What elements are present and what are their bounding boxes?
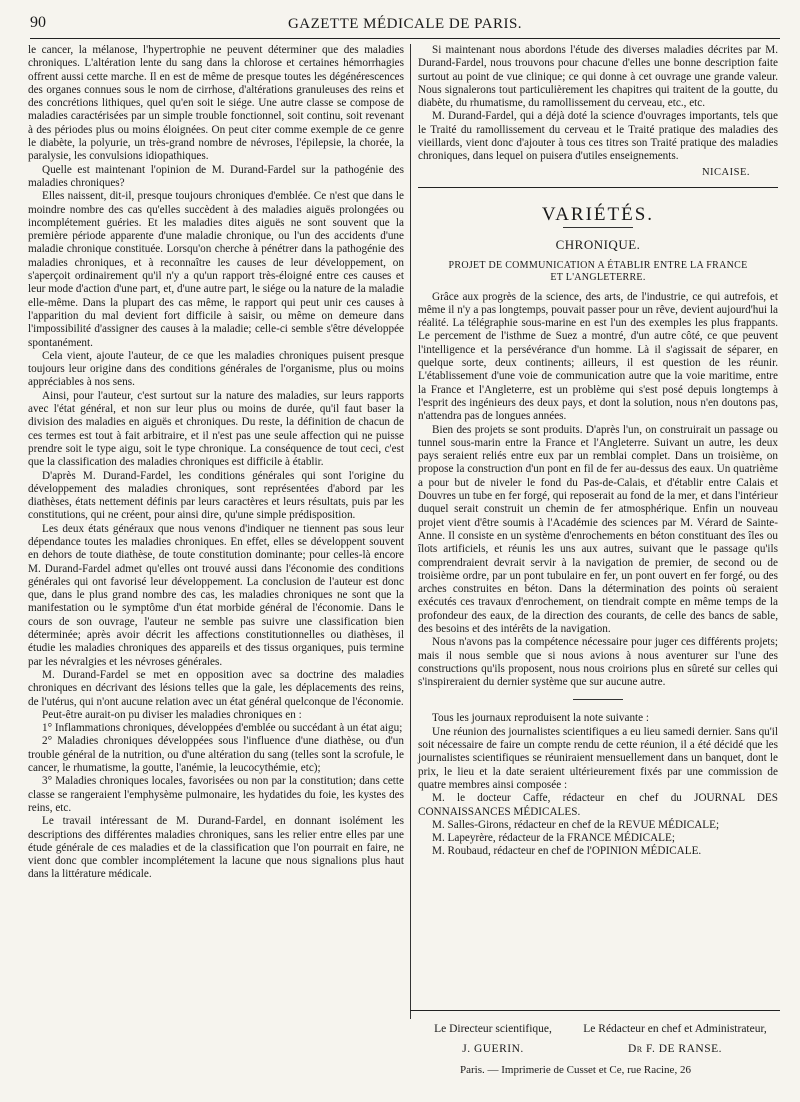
paragraph: Cela vient, ajoute l'auteur, de ce que les maladies chroniques puisent presque toujours leur origine dans des conditions générales de l'organisme, plus ou moins appréciables à nos sens.: [28, 349, 404, 389]
article-title: [418, 260, 778, 285]
editor-label: Le Rédacteur en chef et Administrateur,: [583, 1023, 767, 1035]
paragraph: Quelle est maintenant l'opinion de M. Durand-Fardel sur la pathogénie des maladies chroniques?: [28, 163, 404, 189]
author-signature: NICAISE.: [701, 166, 750, 178]
paragraph: Tous les journaux reproduisent la note suivante :: [432, 712, 650, 725]
editor-block: [570, 1019, 780, 1059]
editor-name: Dr F. DE RANSE.: [627, 1043, 723, 1055]
paragraph: M. Durand-Fardel se met en opposition avec sa doctrine des maladies chroniques en décrivant des lésions telles que la gale, les déplacements des reins, de l'utérus, qui n'ont aucune relation avec un état général quelconque de l'économie.: [28, 668, 404, 708]
list-item: 2° Maladies chroniques développées sous l'influence d'une diathèse, ou d'un trouble général de la nutrition, ou d'une altération du sang (telles sont la scrofule, le cancer, le rhumatisme, la goutte, l'anémie, la leucocythémie, etc);: [28, 735, 404, 775]
list-item: M. le docteur Caffe, rédacteur en chef du JOURNAL DES CONNAISSANCES MÉDICALES.: [418, 792, 778, 818]
list-item: M. Roubaud, rédacteur en chef de l'OPINION MÉDICALE.: [432, 845, 702, 858]
journal-title: GAZETTE MÉDICALE DE PARIS.: [287, 16, 523, 32]
right-column: [418, 44, 778, 859]
paragraph: Nous n'avons pas la compétence nécessaire pour juger ces différents projets; mais il nous semble que si nous avions à nous aventurer sur l'une des constructions qu'ils proposent, nous nous croirions plus en sûreté sur celles qui s'inspireraient du dernier système que sur aucune autre.: [418, 636, 778, 689]
paragraph: Bien des projets se sont produits. D'après l'un, on construirait un passage ou tunnel sous-marin entre la France et l'Angleterre. Suivant un autre, les deux pays seraient reliés entre eux par un remblai complet. Dans un troisième, on propose la construction d'un pont en fil de fer au-dessus des eaux. Un quatrième a pour but de niveler le fond du Pas-de-Calais, et d'établir entre Calais et Douvres un tube en fer forgé, qui reposerait au fond de la mer, et dans l'intérieur duquel serait construit un chemin de fer atmosphérique. Enfin un nouveau projet vient d'être soumis à l'Académie des sciences par M. Vérard de Sainte-Anne. Il consiste en un système d'enrochements en béton constituant des îles ou îlots artificiels, et réunis les uns aux autres, suivant que le passage qu'ils comprendraient devrait servir à la navigation de premier, de second ou de troisième ordre, par un pont tubulaire en fer, un pont ouvert en fer forgé, ou des arches construites en béton. Dans la détermination des points où seraient exécutés ces travaux d'enrochement, on tiendrait compte en même temps de la profondeur des eaux, de la direction des courants, de celle des bancs de sable, des besoins et des intérêts de la navigation.: [418, 423, 778, 635]
left-column: [28, 44, 404, 1064]
paragraph: Le travail intéressant de M. Durand-Fardel, en donnant isolément les descriptions des différentes maladies chroniques, sans les relier entre elles par une étude générale de ces maladies et de la classification que l'on pourrait en faire, ne vient donc que combler incomplétement la lacune que nous signalions plus haut dans la littérature médicale.: [28, 815, 404, 881]
section-title-chronique: CHRONIQUE.: [555, 237, 641, 253]
list-item: 1° Inflammations chroniques, développées d'emblée ou succédant à un état aigu;: [42, 722, 403, 735]
paragraph: Ainsi, pour l'auteur, c'est surtout sur la nature des maladies, sur leurs rapports avec l'état général, et non sur leur plus ou moins de durée, qu'il faut baser la division des maladies en aiguës et chroniques. Du reste, la définition de chacun de ces termes est tout à fait arbitraire, et il n'est pas une seule affection qui ne puisse prendre soit le type aigu, soit le type chronique. La conséquence de tout ceci, c'est que la classification des maladies chroniques est difficile à établir.: [28, 389, 404, 469]
article-title-line: PROJET DE COMMUNICATION A ÉTABLIR ENTRE LA FRANCE: [448, 259, 748, 271]
list-item: M. Lapeyrère, rédacteur de la FRANCE MÉDICALE;: [432, 832, 675, 845]
page-header: [30, 12, 780, 39]
director-label: Le Directeur scientifique,: [434, 1023, 552, 1035]
paragraph: D'après M. Durand-Fardel, les conditions générales qui sont l'origine du développement des maladies chroniques, sont représentées d'abord par les diathèses, états nettement définis par leurs caractères et leurs résultats, puis par les constitutions, qui ne créent, pour ainsi dire, qu'une simple prédisposition.: [28, 469, 404, 522]
list-item: 3° Maladies chroniques locales, favorisées ou non par la constitution; dans cette classe se rangeraient l'emphysème pulmonaire, les hydatides du foie, les kystes des reins, etc.: [28, 775, 404, 814]
editorial-footer: [410, 1010, 780, 1055]
paragraph: Elles naissent, dit-il, presque toujours chroniques d'emblée. Ce n'est que dans le moindre nombre des cas qu'elles succèdent à des maladies aiguës prolongées ou incomplétement guéries. Et les maladies dites aiguës ne sont souvent que la première période apparente d'une maladie chronique, ou l'un des accidents d'une maladie chronique constituée. Lorsqu'on cherche à pénétrer dans la pathogénie des maladies chroniques, et à reconnaître les causes de leur développement, on s'aperçoit ordinairement qu'il n'y a qu'un rapport très-éloigné entre ces causes et leur mode d'action d'une part, et, d'une autre part, le siége ou la nature de la maladie elle-même. Dans la plupart des cas même, le rapport qui peut unir ces causes à l'apparition du mal devient fort difficile à saisir, ou même on demeure dans l'impossibilité d'assigner des causes à la maladie; celle-ci semble s'être développée spontanément.: [28, 190, 404, 349]
director-block: [418, 1019, 568, 1059]
section-rule: [418, 187, 778, 188]
paragraph: Si maintenant nous abordons l'étude des diverses maladies décrites par M. Durand-Fardel, nous trouvons pour chacune d'elles une bonne description faite surtout au point de vue clinique; ce qui donne à cet ouvrage une grande valeur. Nous signalerons tout particulièrement les chapitres qui traitent de la goutte, du diabète, du rhumatisme, du ramollissement du cerveau, etc., etc.: [418, 44, 778, 110]
paragraph: M. Durand-Fardel, qui a déjà doté la science d'ouvrages importants, tels que le Traité du ramollissement du cerveau et le Traité pratique des maladies des vieillards, vient donc d'ajouter à tous ces titres son Traité pratique des maladies chroniques, dans lequel on puisera d'utiles enseignements.: [418, 110, 778, 163]
section-title-varietes: VARIÉTÉS.: [541, 203, 655, 225]
printer-line: Paris. — Imprimerie de Cusset et Ce, rue Racine, 26: [460, 1064, 691, 1076]
paragraph: Grâce aux progrès de la science, des arts, de l'industrie, ce qui autrefois, et même il n'y a pas longtemps, pouvait passer pour un rêve, devient aujourd'hui la réalité. La télégraphie sous-marine en est l'un des exemples les plus frappants. Le percement de l'isthme de Suez a montré, d'un autre côté, ce que peuvent l'intelligence et la persévérance d'un homme. Là il s'agissait de séparer, en quelque sorte, deux continents; ailleurs, il est question de les réunir. L'établissement d'une voie de communication autre que la voie maritime, entre la France et l'Angleterre, est un problème qui s'est posé depuis longtemps à l'esprit des ingénieurs des deux pays, et dont la solution, nous n'en doutons pas, n'attendra pas de longues années.: [418, 290, 778, 423]
paragraph: le cancer, la mélanose, l'hypertrophie ne peuvent déterminer que des maladies chroniques. L'altération lente du sang dans la chlorose et certaines hémorrhagies offrent aussi cette marche. Il en est de même de presque toutes les dégénérescences des organes connues sous le nom de cirrhose, d'altérations granuleuses des reins et des concrétions lithiques, quel qu'en soit le siége. Une autre classe se compose de maladies caractérisées par un simple trouble fonctionnel, soit continu, soit revenant à des périodes plus ou moins éloignées. On peut citer comme exemple de ce genre le diabète, la polyurie, un très-grand nombre de névroses, l'épilepsie, la chorée, la paralysie, les convulsions idiopathiques.: [28, 44, 404, 163]
article-title-line: ET L'ANGLETERRE.: [550, 272, 646, 284]
column-divider: [410, 44, 411, 1019]
director-name: J. GUERIN.: [462, 1043, 524, 1055]
paragraph: Une réunion des journalistes scientifiques a eu lieu samedi dernier. Sans qu'il soit nécessaire de faire un compte rendu de cette réunion, il a été décidé que les journalistes scientifiques se réuniraient mensuellement dans un banquet, dont le prix, le lieu et la date seraient ultérieurement fixés par une commission de quatre membres ainsi composée :: [418, 725, 778, 791]
paragraph: Peut-être aurait-on pu diviser les maladies chroniques en :: [42, 708, 302, 721]
list-item: M. Salles-Girons, rédacteur en chef de la REVUE MÉDICALE;: [432, 818, 720, 831]
title-rule: [563, 227, 633, 228]
members-list: [418, 792, 778, 858]
separator-rule: [573, 699, 623, 700]
page-number: 90: [30, 14, 46, 31]
paragraph: Les deux états généraux que nous venons d'indiquer ne tiennent pas sous leur dépendance toutes les maladies chroniques. En effet, elles se développent souvent en dehors de toute diathèse, de toute constitution dominante; pour celles-là encore M. Durand-Fardel admet qu'elles ont trouvé aussi dans l'économie des conditions générales qui ont favorisé leur développement. La conclusion de l'auteur est donc que, dans le plus grand nombre des cas, les maladies chroniques ne sont que la manifestation ou le symptôme d'un état morbide général de l'économie. Dans le cours de son ouvrage, l'auteur ne semble pas suivre une classification bien déterminée; après avoir décrit les affections constitutionnelles ou diathèses, il étudie les maladies chroniques des appareils et des tissus organiques, puis termine par les névralgies et les névroses générales.: [28, 522, 404, 668]
